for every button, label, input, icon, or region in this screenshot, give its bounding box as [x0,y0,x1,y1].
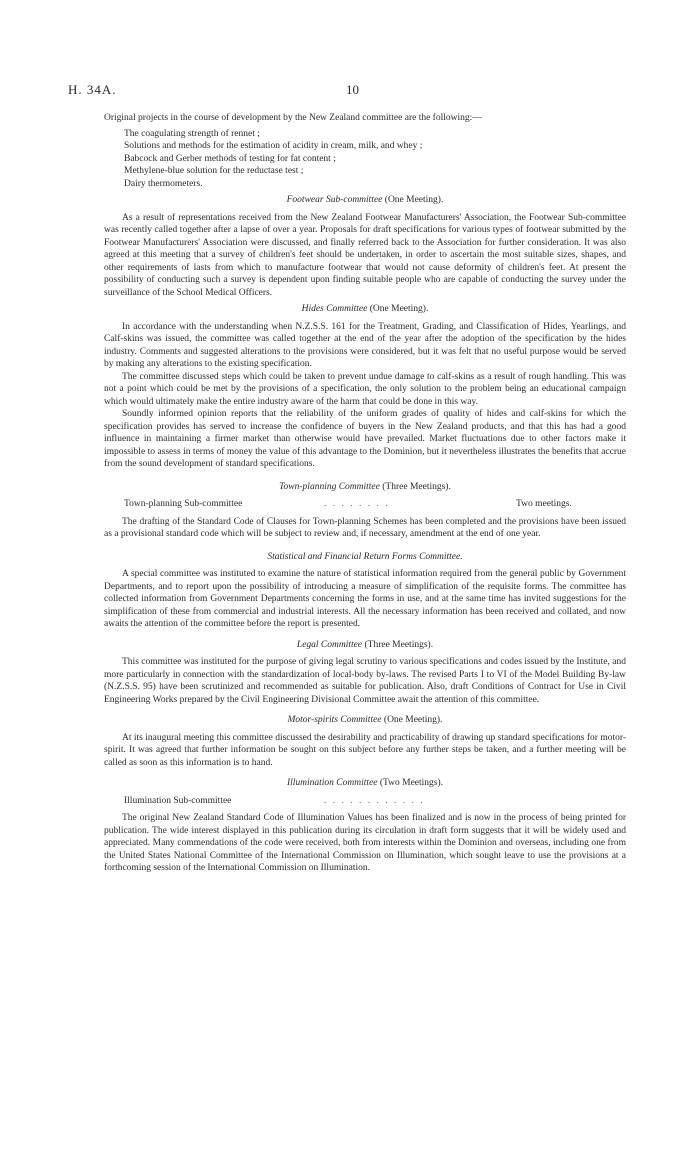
footwear-heading [104,194,626,207]
heading-italic: Footwear Sub-committee [286,195,383,205]
leader-dots: . . . . . . . . [324,499,390,509]
illumination-subcommittee-row [124,795,626,808]
legal-paragraph: This committee was instituted for the purpose of giving legal scrutiny to various specifications and codes issued by the Institute, and more particularly in connection with the standardization of local-body by-laws. The revised Parts I to VI of the Model Building By-law (N.Z.S.S. 95) have been scrutinized and recommended as suitable for publication. Also, draft Conditions of Contract for Use in Civil Engineering Works prepared by the Civil Engineering Divisional Committee await the attention of this committee. [104,657,626,705]
heading-meetings: (One Meeting). [367,304,429,314]
heading-meetings: (Two Meetings). [377,778,444,788]
heading-meetings: (One Meeting). [381,715,443,725]
subcommittee-meetings: Two meetings. [516,499,572,509]
illumination-heading [104,777,626,790]
town-planning-subcommittee-row [124,498,626,511]
heading-italic: Legal Committee [296,639,363,650]
heading-italic: Illumination Committee [286,778,378,788]
heading-meetings: (One Meeting). [382,195,444,205]
town-planning-heading [104,481,626,494]
heading-italic: Motor-spirits Committee [287,715,382,725]
projects-list [124,128,626,191]
list-item: Solutions and methods for the estimation of acidity in cream, milk, and whey ; [124,141,423,151]
leader-dots: . . . . . . . . . . . . [324,795,425,806]
hides-heading [104,303,626,316]
town-planning-paragraph: The drafting of the Standard Code of Clauses for Town-planning Schemes has been completed and the provisions have been issued as a provisional standard code which will be subject to review and, if necessary, amendment at the end of one year. [104,516,626,539]
page-header [68,82,632,102]
hides-paragraph-3: Soundly informed opinion reports that the reliability of the uniform grades of quality of hides and calf-skins for which the specification provides has served to increase the confidence of buyers in the New Zealand products, and that this has had a good influence in maintaining a firmer market than otherwise would have prevailed. Market fluctuations due to other factors make it impossible to assess in terms of money the value of this advantage to the Dominion, but it nevertheless illustrates the benefits that accrue from the sound development of standard specifications. [104,409,626,469]
projects-intro: Original projects in the course of development by the New Zealand committee are the following:— [104,113,482,123]
subcommittee-label: Illumination Sub-committee [124,795,232,806]
heading-italic: Statistical and Financial Return Forms Committee. [267,551,463,562]
subcommittee-meetings [516,795,626,808]
heading-meetings: (Three Meetings). [362,639,434,650]
statistical-paragraph: A special committee was instituted to examine the nature of statistical information required from the general public by Government Departments, and to report upon the possibility of introducing a measure of simplification of the requisite forms. The committee has collected information from Government Departments concerning the forms in use, and at the same time has invited suggestions for the simplification of these from commercial and industrial interests. All the necessary information has been received and collated, and now awaits the attention of the committee before the report is presented. [104,569,626,629]
heading-italic: Hides Committee [301,304,368,314]
list-item: Methylene-blue solution for the reductase test ; [124,166,304,176]
list-item: Dairy thermometers. [124,178,203,189]
legal-heading [104,639,626,652]
motor-spirits-paragraph: At its inaugural meeting this committee discussed the desirability and practicability of drawing up standard specifications for motor-spirit. It was agreed that further information be sought on this subject before any further steps be taken, and a further meeting will be called as soon as this information is to hand. [104,732,626,768]
list-item: Babcock and Gerber methods of testing for fat content ; [124,153,336,164]
document-reference: H. 34A. [68,82,117,97]
list-item: The coagulating strength of rennet ; [124,128,260,139]
document-body [104,112,626,875]
motor-spirits-heading [104,714,626,727]
hides-paragraph-2: The committee discussed steps which could be taken to prevent undue damage to calf-skins as a result of rough handling. This was not a point which could be met by the provisions of a specification, the only solution to the problem being an educational campaign which would ultimately make the entire industry aware of the harm that could be done in this way. [104,371,626,407]
heading-italic: Town-planning Committee [279,481,380,492]
heading-meetings: (Three Meetings). [379,481,451,492]
illumination-paragraph: The original New Zealand Standard Code of Illumination Values has been finalized and is now in the process of being printed for publication. The wide interest displayed in this publication during its circulation in draft form suggests that it will be widely used and appreciated. Many commendations of the code were received, both from interests within the Dominion and overseas, including one from the United States National Committee of the International Commission on Illumination, which sought leave to use the provisions at a forthcoming session of the International Commission on Illumination. [104,813,626,873]
hides-paragraph-1: In accordance with the understanding when N.Z.S.S. 161 for the Treatment, Grading, and Classification of Hides, Yearlings, and Calf-skins was issued, the committee was called together at the end of the year after the adoption of the specification by the hides industry. Comments and suggested alterations to the provisions were considered, but it was felt that no useful purpose would be served by making any alterations to the existing specification. [104,321,626,369]
footwear-paragraph: As a result of representations received from the New Zealand Footwear Manufacturers' Association, the Footwear Sub-committee was recently called together after a lapse of over a year. Proposals for draft specifications for various types of footwear submitted by the Footwear Manufacturers' Association were discussed, and finally referred back to the Association for further consideration. It was also agreed at this meeting that a survey of children's feet should be undertaken, in order to ascertain the most suitable sizes, shapes, and other requirements of lasts from which to manufacture footwear that would not cause deformity of children's feet. At present the possibility of conducting such a survey is dependent upon finding suitable people who are capable of conducting the survey under the surveillance of the School Medical Officers. [104,212,626,298]
statistical-heading [104,551,626,564]
subcommittee-label: Town-planning Sub-committee [124,499,243,509]
page-number: 10 [346,82,359,97]
